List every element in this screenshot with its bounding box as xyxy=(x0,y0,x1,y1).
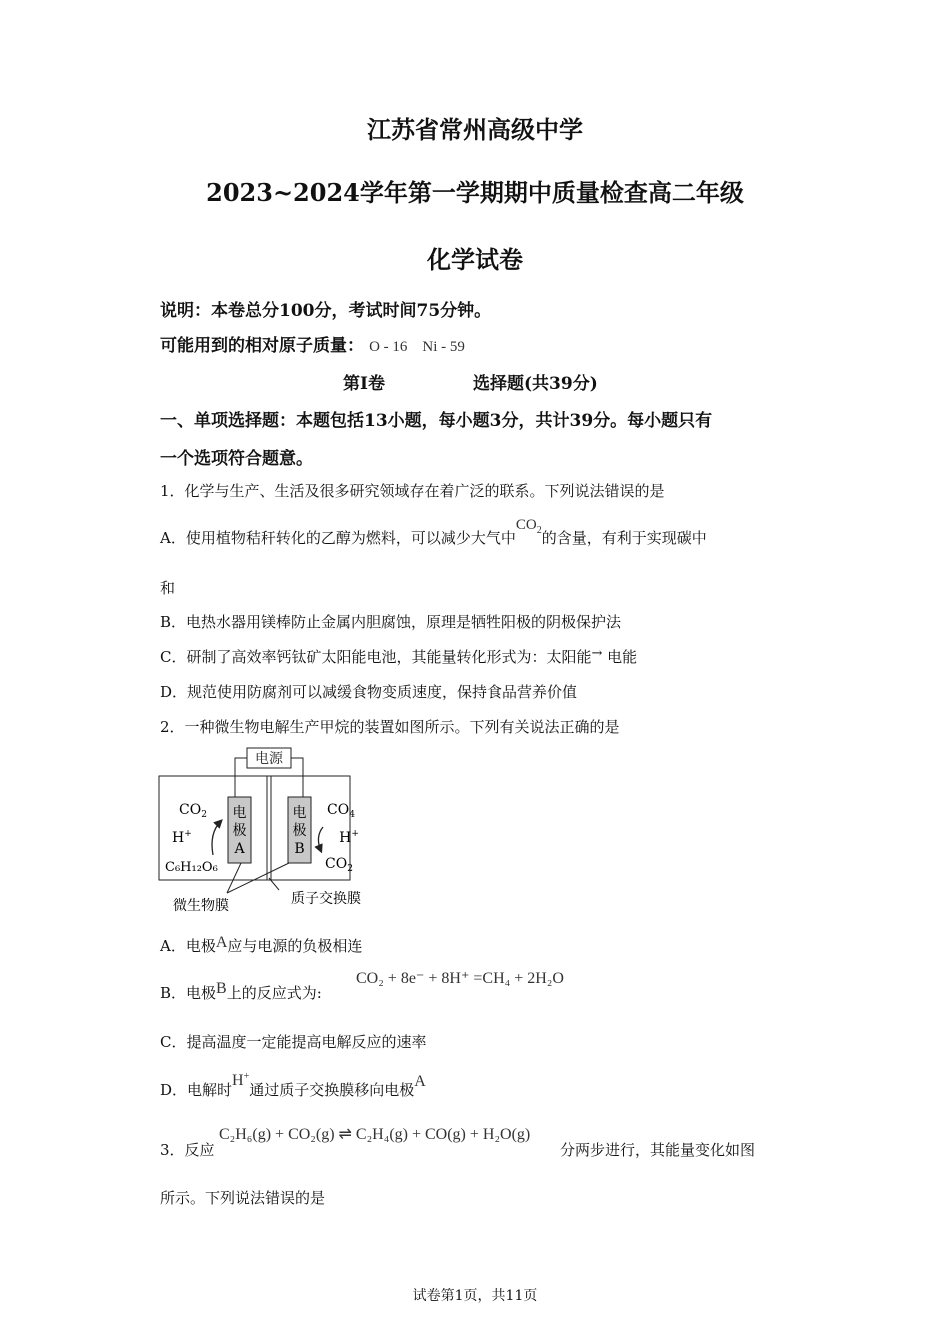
q3-equation: C₂H₆(g) + CO₂(g) ⇌ C₂H₄(g) + CO(g) + H₂O(g) xyxy=(219,1126,531,1143)
left-h-main: H xyxy=(172,830,185,846)
q1-option-b: B．电热水器用镁棒防止金属内胆腐蚀，原理是牺牲阳极的阴极保护法 xyxy=(160,613,622,631)
q1-option-a xyxy=(160,517,707,550)
q2-b-letter: B xyxy=(216,980,227,997)
school-title: 江苏省常州高级中学 xyxy=(367,115,583,144)
wire-right xyxy=(291,758,303,797)
electrode-a-char2: 极 xyxy=(232,823,247,839)
q2-a-suffix: 应与电源的负极相连 xyxy=(227,937,363,955)
q1-a-formula-main: CO xyxy=(515,517,537,533)
q2-option-b xyxy=(160,982,322,1003)
q2-d-ion-main: H xyxy=(232,1072,244,1089)
left-h-ion xyxy=(172,829,192,846)
q1-option-c xyxy=(160,646,637,667)
q3-suffix: 分两步进行，其能量变化如图 xyxy=(560,1141,756,1159)
instructions: 说明：本卷总分100分，考试时间75分钟。 xyxy=(160,301,492,321)
atomic-mass-line xyxy=(160,331,465,356)
section-heading-line1: 一、单项选择题：本题包括13小题，每小题3分，共计39分。每小题只有 xyxy=(160,411,713,431)
right-h-sup: + xyxy=(351,829,359,839)
right-co2-sub: 2 xyxy=(347,864,353,874)
q2-d-prefix: D．电解时 xyxy=(160,1081,233,1099)
q2-option-a xyxy=(160,935,362,956)
q1-c-arrow: → xyxy=(591,646,603,661)
right-curved-arrow xyxy=(318,827,323,851)
q3-wrap: 所示。下列说法错误的是 xyxy=(160,1189,326,1207)
q2-d-middle: 通过质子交换膜移向电极 xyxy=(249,1081,415,1099)
proton-membrane-label: 质子交换膜 xyxy=(291,891,361,907)
electrolysis-diagram xyxy=(155,745,385,920)
q2-d-letter: A xyxy=(414,1073,426,1090)
q2-b-prefix: B．电极 xyxy=(160,984,217,1002)
q2-d-ion-sup: + xyxy=(243,1071,250,1082)
right-co2 xyxy=(325,856,353,874)
right-h-ion xyxy=(339,829,359,846)
page-footer: 试卷第1页，共11页 xyxy=(412,1288,538,1304)
part-title: 第I卷 xyxy=(343,374,385,394)
electrode-b-char2: 极 xyxy=(292,823,307,839)
right-co2-main: CO xyxy=(325,856,348,872)
q2-b-equation: CO₂ + 8e⁻ + 8H⁺ =CH₄ + 2H₂O xyxy=(356,970,564,987)
q2-option-c: C．提高温度一定能提高电解反应的速率 xyxy=(160,1033,427,1051)
left-h-sup: + xyxy=(184,829,192,839)
electrode-a-char1: 电 xyxy=(232,805,247,821)
q2-d-ion xyxy=(232,1072,249,1089)
q2-b-suffix: 上的反应式为: xyxy=(226,984,322,1002)
q1-a-suffix: 的含量，有利于实现碳中 xyxy=(541,529,707,547)
q2-a-letter: A xyxy=(215,934,228,951)
microbe-membrane-label: 微生物膜 xyxy=(173,898,229,914)
right-h-main: H xyxy=(339,830,352,846)
wire-left xyxy=(235,758,247,797)
right-ch4-sub: 4 xyxy=(349,810,355,820)
left-co2-main: CO xyxy=(179,802,202,818)
glucose-formula: C₆H₁₂O₆ xyxy=(165,860,218,875)
right-ch4 xyxy=(327,802,355,820)
electrode-b-char3: B xyxy=(294,841,305,857)
atomic-mass-values: O - 16 Ni - 59 xyxy=(369,339,465,355)
q1-c-prefix: C．研制了高效率钙钛矿太阳能电池，其能量转化形式为：太阳能 xyxy=(160,648,592,666)
microbe-pointer-1 xyxy=(227,863,241,893)
q2-a-prefix: A．电极 xyxy=(160,937,216,955)
q1-option-a-wrap: 和 xyxy=(160,579,176,597)
left-co2 xyxy=(179,802,207,820)
left-curved-arrow xyxy=(212,821,221,855)
subject-title: 化学试卷 xyxy=(427,245,523,274)
left-co2-sub: 2 xyxy=(201,810,207,820)
electrode-a-char3: A xyxy=(234,841,245,857)
q2-option-d xyxy=(160,1071,426,1100)
section-heading-line2: 一个选项符合题意。 xyxy=(160,449,313,469)
part-name: 选择题(共39分) xyxy=(473,374,598,394)
q1-stem: 1．化学与生产、生活及很多研究领域存在着广泛的联系。下列说法错误的是 xyxy=(160,482,665,500)
q1-a-formula xyxy=(515,517,542,536)
atomic-mass-label: 可能用到的相对原子质量： xyxy=(160,336,364,356)
power-label: 电源 xyxy=(255,751,283,767)
q2-stem: 2．一种微生物电解生产甲烷的装置如图所示。下列有关说法正确的是 xyxy=(160,718,620,736)
q1-a-prefix: A．使用植物秸秆转化的乙醇为燃料，可以减少大气中 xyxy=(160,529,516,547)
q3-prefix: 3．反应 xyxy=(160,1141,215,1159)
microbe-pointer-2 xyxy=(227,863,289,893)
q1-a-formula-sub: 2 xyxy=(536,525,542,536)
q1-c-suffix: 电能 xyxy=(602,648,638,666)
right-ch4-main: CO xyxy=(327,802,350,818)
q1-option-d: D．规范使用防腐剂可以减缓食物变质速度，保持食品营养价值 xyxy=(160,683,578,701)
electrode-b-char1: 电 xyxy=(292,805,307,821)
exam-title: 2023~2024学年第一学期期中质量检查高二年级 xyxy=(206,178,744,207)
